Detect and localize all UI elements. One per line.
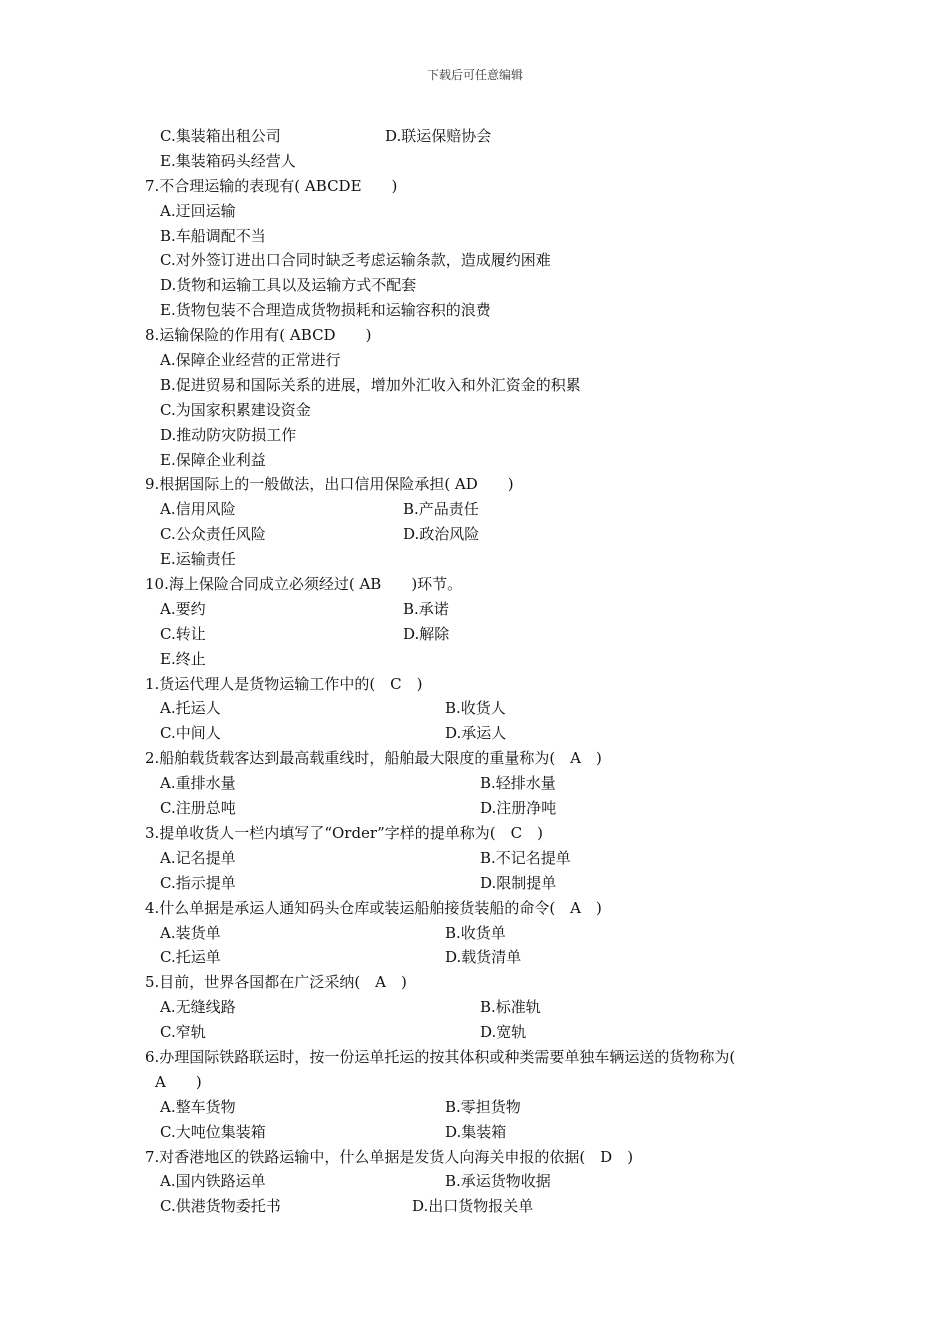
option-text: A.保障企业经营的正常进行	[160, 351, 341, 370]
option-row	[145, 921, 845, 946]
option-text: E.终止	[160, 649, 206, 668]
option-text: C.集装箱出租公司	[160, 127, 281, 145]
question-text: 10.海上保险合同成立必须经过( AB )环节。	[145, 575, 463, 594]
question-text: 9.根据国际上的一般做法，出口信用保险承担( AD )	[145, 475, 514, 494]
option-text: C.供港货物委托书	[160, 1197, 281, 1216]
option-text: A.托运人	[160, 699, 221, 718]
option-text: C.转让	[160, 624, 206, 643]
option-text: B.产品责任	[403, 500, 479, 519]
option-text: D.限制提单	[480, 873, 557, 892]
option-text: B.促进贸易和国际关系的进展，增加外汇收入和外汇资金的积累	[160, 375, 581, 394]
option-row	[145, 721, 845, 746]
question-text: 3.提单收货人一栏内填写了“Order”字样的提单称为( C )	[145, 823, 543, 842]
option-row	[145, 622, 845, 647]
option-text: D.注册净吨	[480, 799, 557, 818]
option-text: C.对外签订进出口合同时缺乏考虑运输条款，造成履约困难	[160, 251, 551, 270]
option-row	[145, 696, 845, 721]
option-text: C.公众责任风险	[160, 525, 266, 544]
option-text: B.承诺	[403, 599, 449, 618]
option-text: A.要约	[160, 599, 206, 618]
question-continuation: A )	[155, 1072, 202, 1091]
option-text: C.托运单	[160, 948, 221, 967]
option-text: C.大吨位集装箱	[160, 1122, 266, 1141]
option-text: E.货物包装不合理造成货物损耗和运输容积的浪费	[160, 301, 491, 320]
option-text: D.集装箱	[445, 1122, 507, 1141]
option-text: D.出口货物报关单	[412, 1197, 534, 1216]
question-text: 1.货运代理人是货物运输工作中的( C )	[145, 674, 423, 693]
option-text: D.货物和运输工具以及运输方式不配套	[160, 276, 417, 295]
option-text: A.迂回运输	[160, 201, 236, 220]
option-text: A.无缝线路	[160, 998, 236, 1017]
option-text: B.收货人	[445, 699, 506, 718]
option-text: A.重排水量	[160, 774, 236, 793]
question-text: 7.不合理运输的表现有( ABCDE )	[145, 176, 398, 195]
option-row	[145, 1095, 845, 1120]
option-row	[145, 597, 845, 622]
option-row	[145, 497, 845, 522]
question-text: 5.目前，世界各国都在广泛采纳( A )	[145, 973, 407, 992]
option-text: D.承运人	[445, 724, 507, 743]
option-row	[145, 945, 845, 970]
option-text: A.装货单	[160, 923, 221, 942]
option-text: B.不记名提单	[480, 848, 571, 867]
option-text: B.零担货物	[445, 1097, 521, 1116]
option-text: C.窄轨	[160, 1023, 206, 1042]
option-text: E.集装箱码头经营人	[160, 151, 296, 170]
option-text: D.宽轨	[480, 1023, 527, 1042]
option-row	[145, 1120, 845, 1145]
page-header: 下载后可任意编辑	[426, 68, 523, 82]
option-row	[145, 522, 845, 547]
option-text: A.国内铁路运单	[160, 1172, 266, 1191]
option-text: B.车船调配不当	[160, 226, 266, 245]
option-text: E.保障企业利益	[160, 450, 266, 469]
option-text: C.指示提单	[160, 873, 236, 892]
option-text: B.标准轨	[480, 998, 541, 1017]
option-row	[145, 124, 845, 149]
option-text: D.政治风险	[403, 525, 480, 544]
option-row	[145, 771, 845, 796]
question-list	[145, 124, 845, 1219]
question-text: 7.对香港地区的铁路运输中，什么单据是发货人向海关申报的依据( D )	[145, 1147, 634, 1166]
option-row	[145, 871, 845, 896]
option-text: B.承运货物收据	[445, 1172, 551, 1191]
option-text: D.推动防灾防损工作	[160, 425, 297, 444]
option-row	[145, 796, 845, 821]
option-text: D.载货清单	[445, 948, 522, 967]
option-text: E.运输责任	[160, 550, 236, 569]
question-text: 8.运输保险的作用有( ABCD )	[145, 326, 372, 345]
option-text: B.轻排水量	[480, 774, 556, 793]
option-text: C.注册总吨	[160, 799, 236, 818]
option-row	[145, 846, 845, 871]
option-text: C.中间人	[160, 724, 221, 743]
option-text: B.收货单	[445, 923, 506, 942]
question-text: 6.办理国际铁路联运时，按一份运单托运的按其体积或种类需要单独车辆运送的货物称为(	[145, 1047, 736, 1066]
question-text: 4.什么单据是承运人通知码头仓库或装运船舶接货装船的命令( A )	[145, 898, 602, 917]
option-row	[145, 1169, 845, 1194]
option-row	[145, 1020, 845, 1045]
option-text: A.记名提单	[160, 848, 236, 867]
option-row	[145, 995, 845, 1020]
option-text: A.整车货物	[160, 1097, 236, 1116]
option-text: A.信用风险	[160, 500, 236, 519]
option-text: D.联运保赔协会	[385, 127, 492, 145]
question-text: 2.船舶载货载客达到最高载重线时，船舶最大限度的重量称为( A )	[145, 749, 602, 768]
option-text: D.解除	[403, 624, 450, 643]
option-row	[145, 1194, 845, 1219]
option-text: C.为国家积累建设资金	[160, 400, 311, 419]
